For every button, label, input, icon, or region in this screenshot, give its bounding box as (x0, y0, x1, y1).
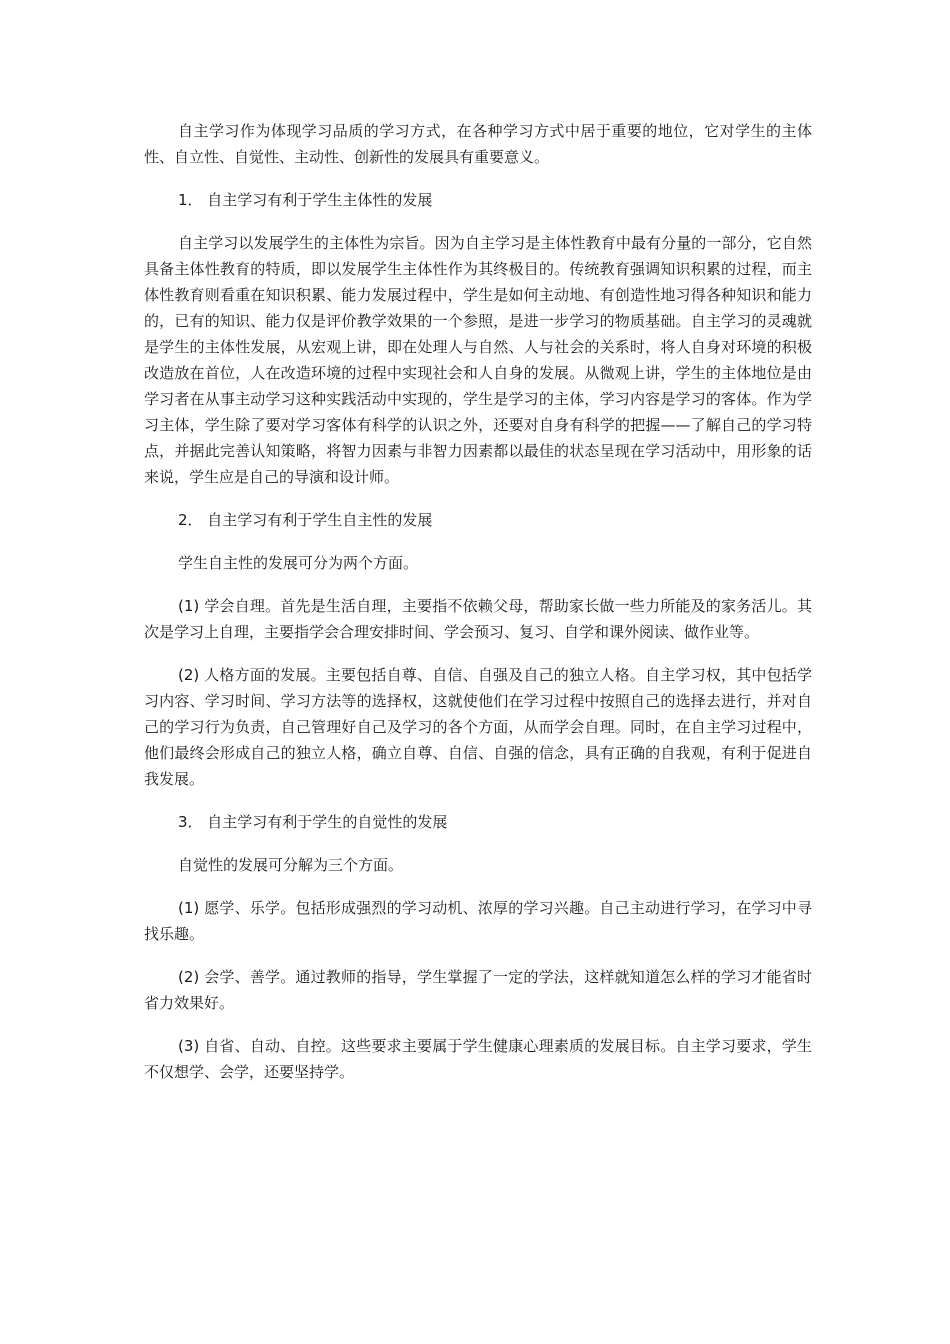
section-2-item-2: (2) 人格方面的发展。主要包括自尊、自信、自强及自己的独立人格。自主学习权，其中包括学习内容、学习时间、学习方法等的选择权，这就使他们在学习过程中按照自己的选择去进行，并对自己的学习行为负责，自己管理好自己及学习的各个方面，从而学会自理。同时，在自主学习过程中，他们最终会形成自己的独立人格，确立自尊、自信、自强的信念，具有正确的自我观，有利于促进自我发展。 (144, 666, 812, 788)
section-heading-3: 3． 自主学习有利于学生的自觉性的发展 (178, 813, 448, 831)
section-3-item-3: (3) 自省、自动、自控。这些要求主要属于学生健康心理素质的发展目标。自主学习要求，学生不仅想学、会学，还要坚持学。 (144, 1037, 812, 1081)
section-3-intro: 自觉性的发展可分解为三个方面。 (178, 856, 404, 874)
section-2-item-1: (1) 学会自理。首先是生活自理，主要指不依赖父母，帮助家长做一些力所能及的家务活儿。其次是学习上自理，主要指学会合理安排时间、学会预习、复习、自学和课外阅读、做作业等。 (144, 597, 812, 641)
section-1-paragraph: 自主学习以发展学生的主体性为宗旨。因为自主学习是主体性教育中最有分量的一部分，它自然具备主体性教育的特质，即以发展学生主体性作为其终极目的。传统教育强调知识积累的过程，而主体性教育则看重在知识积累、能力发展过程中，学生是如何主动地、有创造性地习得各种知识和能力的，已有的知识、能力仅是评价教学效果的一个参照，是进一步学习的物质基础。自主学习的灵魂就是学生的主体性发展，从宏观上讲，即在处理人与自然、人与社会的关系时，将人自身对环境的积极改造放在首位，人在改造环境的过程中实现社会和人自身的发展。从微观上讲，学生的主体地位是由学习者在从事主动学习这种实践活动中实现的，学生是学习的主体，学习内容是学习的客体。作为学习主体，学生除了要对学习客体有科学的认识之外，还要对自身有科学的把握——了解自己的学习特点，并据此完善认知策略，将智力因素与非智力因素都以最佳的状态呈现在学习活动中，用形象的话来说，学生应是自己的导演和设计师。 (144, 234, 812, 486)
document-page (144, 118, 812, 1102)
section-heading-1: 1． 自主学习有利于学生主体性的发展 (178, 191, 433, 209)
intro-paragraph: 自主学习作为体现学习品质的学习方式，在各种学习方式中居于重要的地位，它对学生的主体性、自立性、自觉性、主动性、创新性的发展具有重要意义。 (144, 122, 812, 166)
section-2-intro: 学生自主性的发展可分为两个方面。 (178, 554, 419, 572)
section-3-item-1: (1) 愿学、乐学。包括形成强烈的学习动机、浓厚的学习兴趣。自己主动进行学习，在学习中寻找乐趣。 (144, 899, 812, 943)
section-3-item-2: (2) 会学、善学。通过教师的指导，学生掌握了一定的学法，这样就知道怎么样的学习才能省时省力效果好。 (144, 968, 812, 1012)
section-heading-2: 2． 自主学习有利于学生自主性的发展 (178, 511, 433, 529)
